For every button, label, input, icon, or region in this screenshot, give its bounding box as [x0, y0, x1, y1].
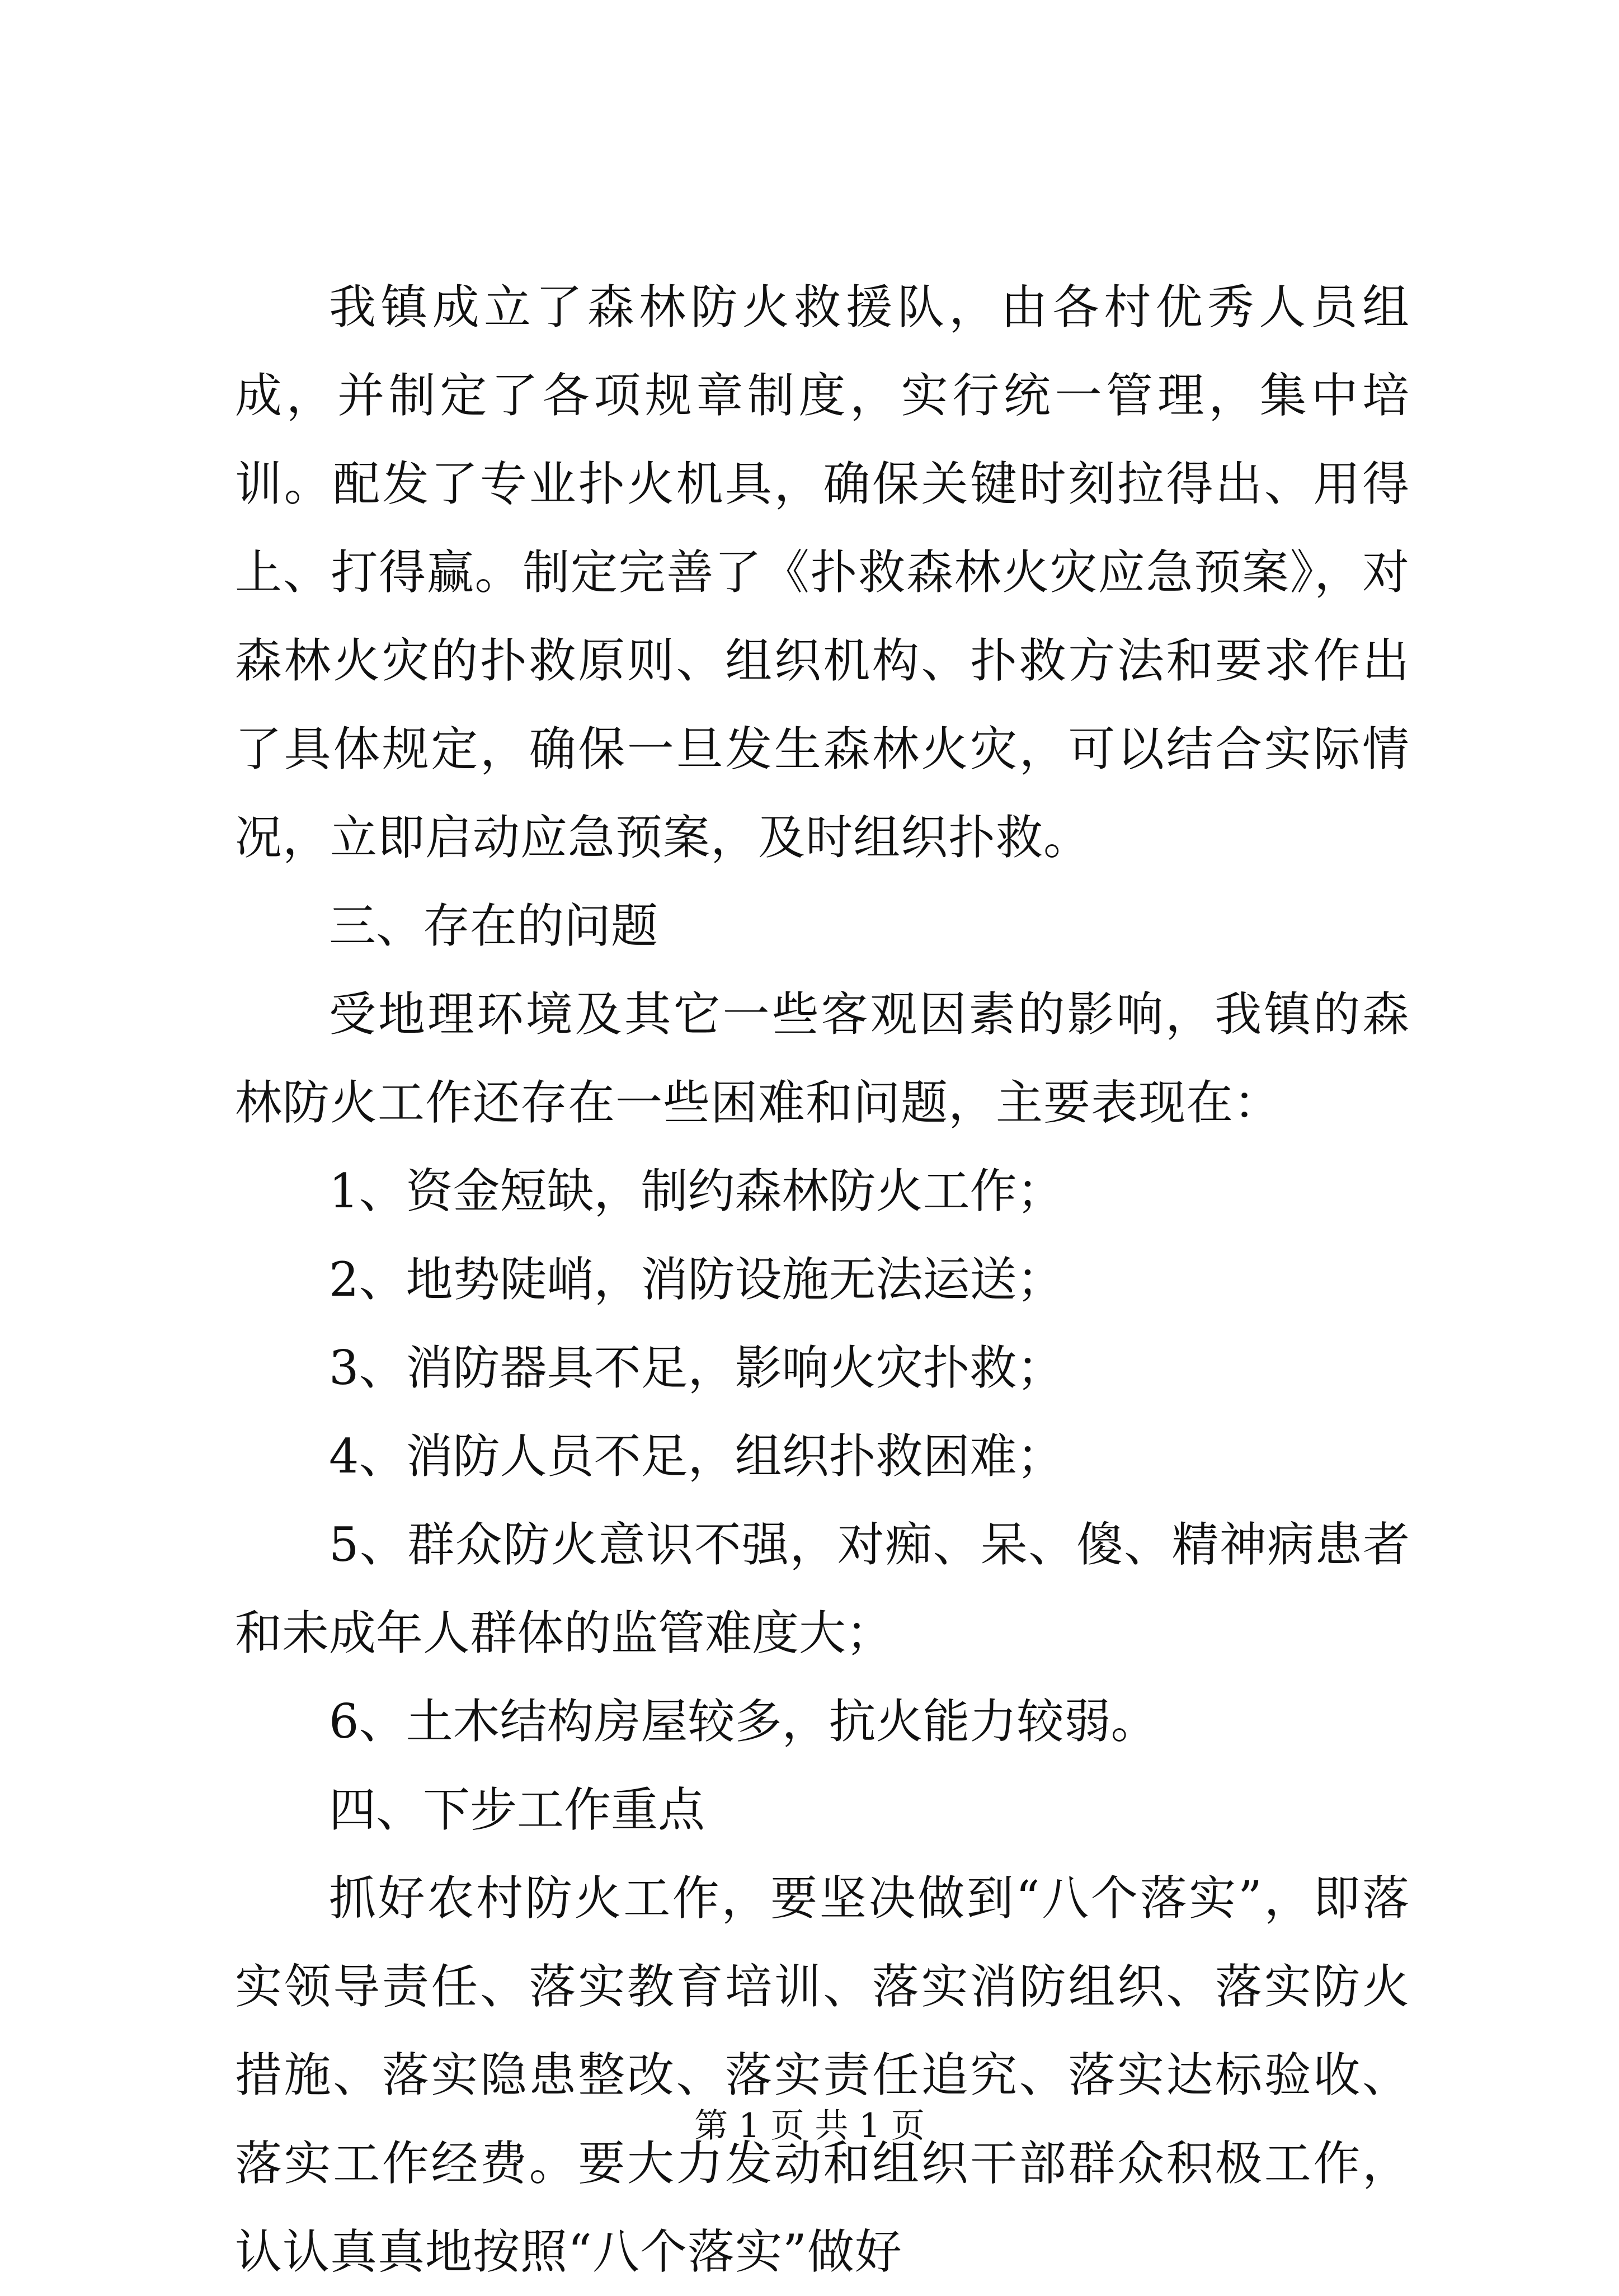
problem-item-1: 1、资金短缺，制约森林防火工作；: [329, 1164, 1064, 1218]
problem-item-6: 6、土木结构房屋较多，抗火能力较弱。: [329, 1694, 1158, 1749]
paragraph-rescue-team: 我镇成立了森林防火救援队，由各村优秀人员组成，并制定了各项规章制度，实行统一管理，集中培训。配发了专业扑火机具，确保关键时刻拉得出、用得上、打得赢。制定完善了《扑救森林火灾应急预案》，对森林火灾的扑救原则、组织机构、扑救方法和要求作出了具体规定，确保一旦发生森林火灾，可以结合实际情况，立即启动应急预案，及时组织扑救。: [235, 280, 1410, 865]
section-heading-problems: 三、存在的问题: [329, 898, 658, 953]
problem-item-5: 5、群众防火意识不强，对痴、呆、傻、精神病患者和未成年人群体的监管难度大；: [235, 1517, 1410, 1660]
section-heading-next-steps: 四、下步工作重点: [329, 1782, 705, 1837]
paragraph-next-steps: 抓好农村防火工作，要坚决做到“八个落实”，即落实领导责任、落实教育培训、落实消防组织、落实防火措施、落实隐患整改、落实责任追究、落实达标验收、落实工作经费。要大力发动和组织干部群众积极工作，认认真真地按照“八个落实”做好: [235, 1871, 1410, 2279]
page-footer: 第 1 页 共 1 页: [694, 2106, 925, 2146]
paragraph-problems-intro: 受地理环境及其它一些客观因素的影响，我镇的森林防火工作还存在一些困难和问题，主要表现在：: [235, 987, 1410, 1130]
problem-item-3: 3、消防器具不足，影响火灾扑救；: [329, 1340, 1064, 1395]
document-body: [235, 263, 1410, 2296]
problem-item-2: 2、地势陡峭，消防设施无法运送；: [329, 1252, 1064, 1307]
problem-item-4: 4、消防人员不足，组织扑救困难；: [329, 1429, 1064, 1484]
